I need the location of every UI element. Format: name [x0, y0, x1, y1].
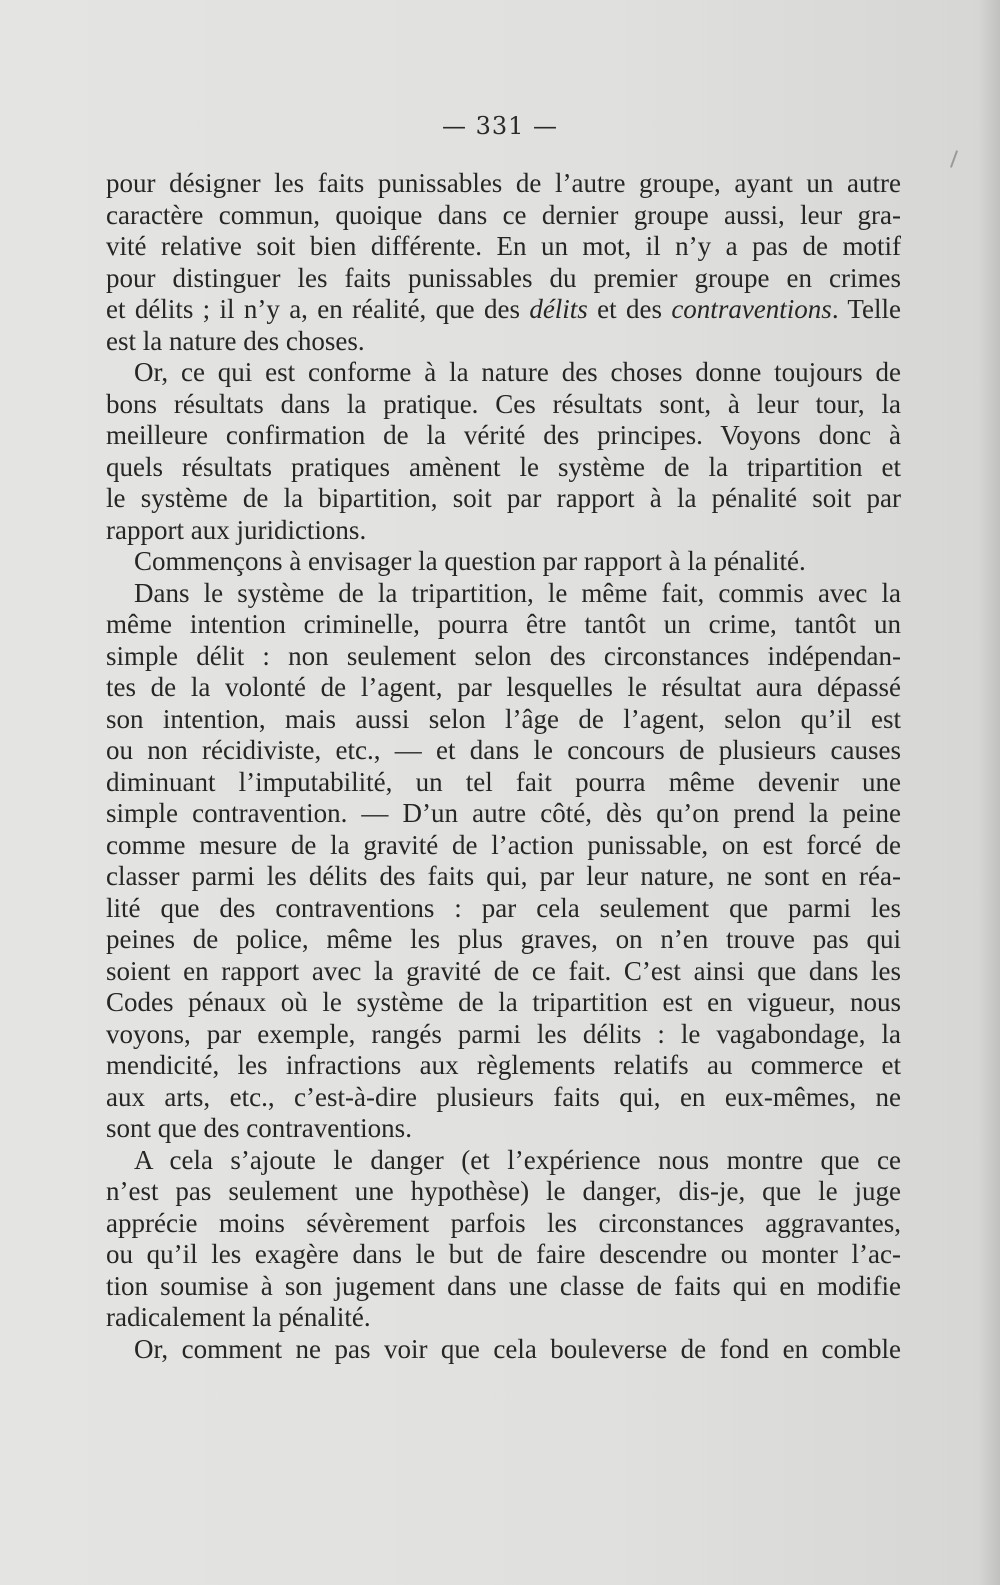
- page-number: — 331 —: [441, 112, 559, 140]
- body-text: [106, 168, 901, 1365]
- text-line: A cela s’ajoute le danger (et l’expérience nous montre que ce: [134, 1144, 901, 1175]
- text-line: Dans le système de la tripartition, le même fait, commis avec la: [134, 577, 901, 608]
- text-line: Commençons à envisager la question par rapport à la pénalité.: [134, 546, 806, 576]
- text-line: le système de la bipartition, soit par rapport à la pénalité soit par: [106, 483, 901, 513]
- text-line: diminuant l’imputabilité, un tel fait pourra même devenir une: [106, 766, 901, 797]
- page-edge-shadow: [978, 0, 1000, 1585]
- text-line: soient en rapport avec la gravité de ce fait. C’est ainsi que dans les: [106, 955, 901, 986]
- text-line: son intention, mais aussi selon l’âge de l’agent, selon qu’il est: [106, 703, 901, 734]
- text-line: ou non récidiviste, etc., — et dans le concours de plusieurs causes: [106, 735, 901, 765]
- text-line: même intention criminelle, pourra être tantôt un crime, tantôt un: [106, 609, 901, 639]
- italic-term-contraventions: contraventions: [671, 294, 832, 324]
- text-line: aux arts, etc., c’est-à-dire plusieurs faits qui, en eux-mêmes, ne: [106, 1081, 901, 1112]
- text-line: ou qu’il les exagère dans le but de faire descendre ou monter l’ac-: [106, 1239, 901, 1269]
- text-line: rapport aux juridictions.: [106, 514, 367, 545]
- text-line: peines de police, même les plus graves, on n’en trouve pas qui: [106, 924, 901, 954]
- text-line: bons résultats dans la pratique. Ces résultats sont, à leur tour, la: [106, 388, 901, 419]
- text-line-with-italics: [106, 294, 901, 326]
- text-line: pour distinguer les faits punissables du premier groupe en crimes: [106, 262, 901, 293]
- text-line: quels résultats pratiques amènent le système de la tripartition et: [106, 451, 901, 482]
- margin-mark: [950, 150, 958, 168]
- text-line: Or, ce qui est conforme à la nature des choses donne toujours de: [134, 357, 901, 387]
- text-line: tion soumise à son jugement dans une classe de faits qui en modifie: [106, 1270, 901, 1301]
- text-line: lité que des contraventions : par cela seulement que parmi les: [106, 892, 901, 923]
- text-line: caractère commun, quoique dans ce dernier groupe aussi, leur gra-: [106, 199, 901, 230]
- text-segment: et des: [587, 294, 672, 324]
- text-line: sont que des contraventions.: [106, 1113, 412, 1143]
- text-line: est la nature des choses.: [106, 325, 365, 356]
- text-line: Codes pénaux où le système de la tripartition est en vigueur, nous: [106, 987, 901, 1017]
- text-line: classer parmi les délits des faits qui, par leur nature, ne sont en réa-: [106, 861, 901, 891]
- text-segment: et délits ; il n’y a, en réalité, que des: [106, 294, 530, 324]
- text-line: voyons, par exemple, rangés parmi les délits : le vagabondage, la: [106, 1018, 901, 1049]
- text-line: n’est pas seulement une hypothèse) le danger, dis-je, que le juge: [106, 1176, 901, 1206]
- text-line: comme mesure de la gravité de l’action punissable, on est forcé de: [106, 829, 901, 860]
- text-line: simple délit : non seulement selon des circonstances indépendan-: [106, 640, 901, 671]
- text-line: Or, comment ne pas voir que cela bouleverse de fond en comble: [134, 1333, 901, 1364]
- text-line: apprécie moins sévèrement parfois les circonstances aggravantes,: [106, 1207, 901, 1238]
- italic-term-delits: délits: [529, 294, 588, 324]
- text-line: tes de la volonté de l’agent, par lesquelles le résultat aura dépassé: [106, 672, 901, 702]
- text-line: mendicité, les infractions aux règlements relatifs au commerce et: [106, 1050, 901, 1080]
- text-line: radicalement la pénalité.: [106, 1302, 371, 1332]
- text-line: vité relative soit bien différente. En un mot, il n’y a pas de motif: [106, 231, 901, 261]
- text-segment: . Telle: [831, 294, 901, 324]
- text-line: simple contravention. — D’un autre côté, dès qu’on prend la peine: [106, 798, 901, 828]
- text-line: pour désigner les faits punissables de l’autre groupe, ayant un autre: [106, 168, 901, 198]
- text-line: meilleure confirmation de la vérité des principes. Voyons donc à: [106, 420, 901, 450]
